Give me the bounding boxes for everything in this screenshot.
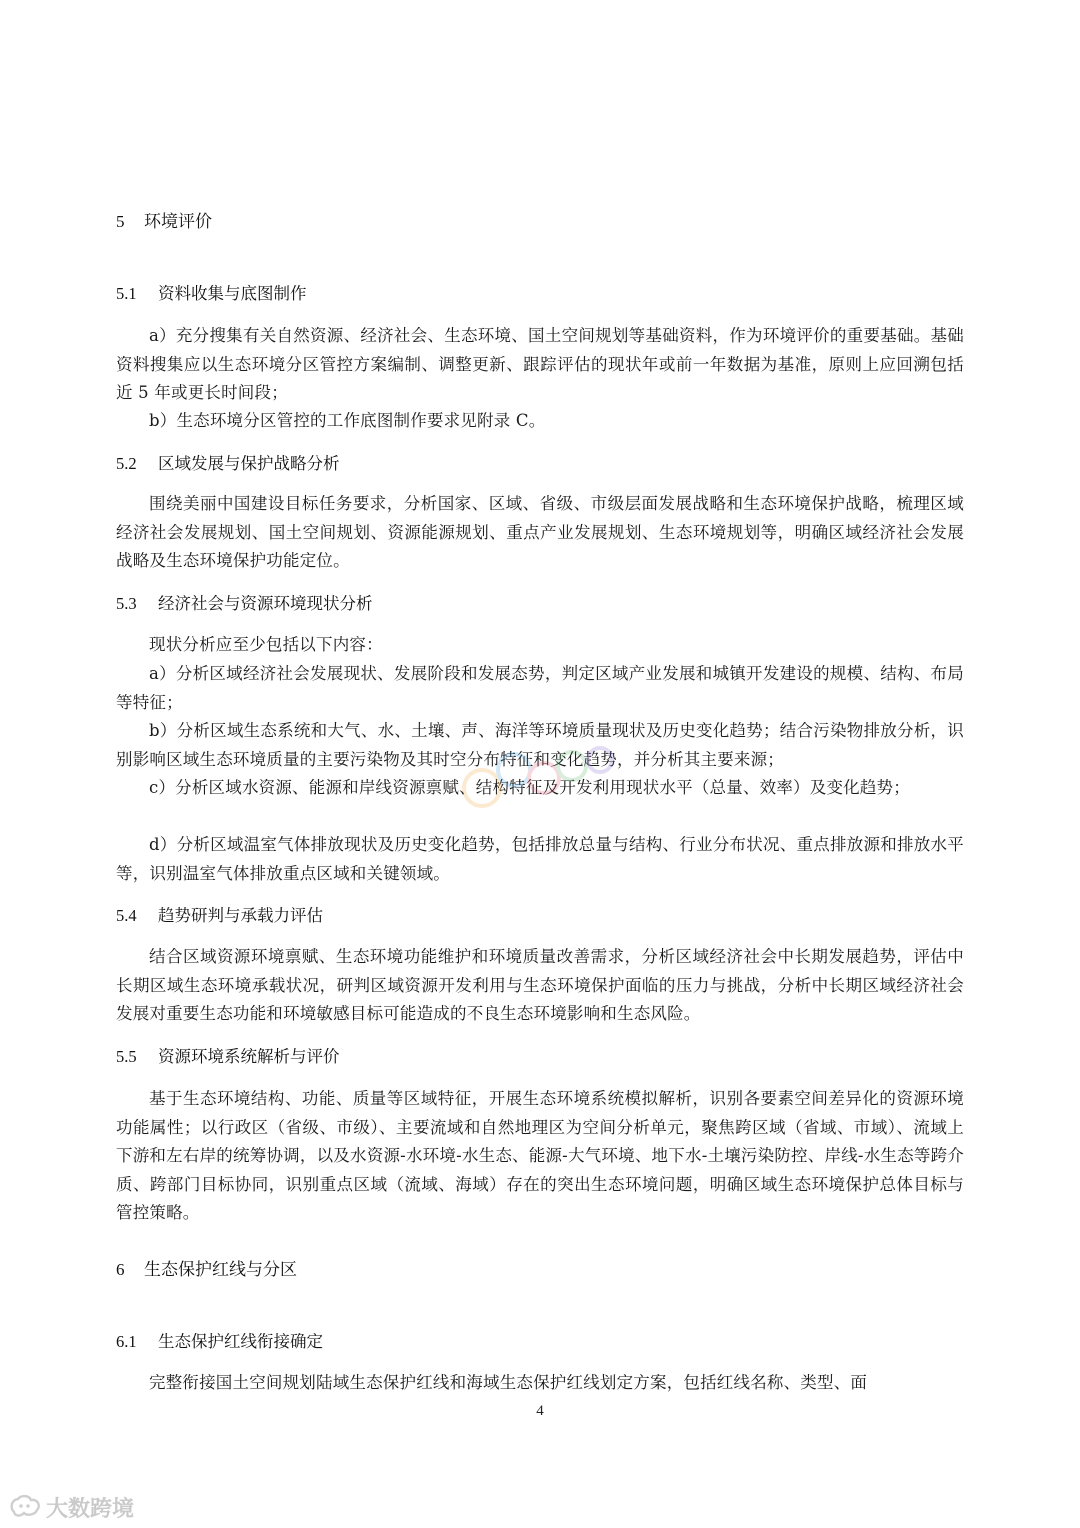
subsection-5-1-heading — [116, 282, 964, 306]
subsection-number: 5.5 — [116, 1047, 137, 1066]
brand-name: 大数跨境 — [46, 1496, 135, 1522]
section-number: 5 — [116, 212, 125, 231]
subsection-number: 5.1 — [116, 284, 137, 303]
paragraph-5-3-a: a）分析区域经济社会发展现状、发展阶段和发展态势，判定区域产业发展和城镇开发建设的规模、结构、布局等特征； — [116, 664, 964, 712]
subsection-5-3-heading — [116, 592, 964, 616]
subsection-title: 生态保护红线衔接确定 — [158, 1332, 323, 1351]
paragraph-5-2: 围绕美丽中国建设目标任务要求，分析国家、区域、省级、市级层面发展战略和生态环境保护战略，梳理区域经济社会发展规划、国土空间规划、资源能源规划、重点产业发展规划、生态环境规划等，明确区域经济社会发展战略及生态环境保护功能定位。 — [116, 494, 964, 570]
subsection-number: 5.2 — [116, 454, 137, 473]
section-5-heading — [116, 210, 964, 234]
paragraph-5-3-d: d）分析区域温室气体排放现状及历史变化趋势，包括排放总量与结构、行业分布状况、重点排放源和排放水平等，识别温室气体排放重点区域和关键领域。 — [116, 835, 964, 883]
subsection-5-5-heading — [116, 1045, 964, 1069]
page-number: 4 — [536, 1403, 544, 1419]
paragraph-5-4: 结合区域资源环境禀赋、生态环境功能维护和环境质量改善需求，分析区域经济社会中长期发展趋势，评估中长期区域生态环境承载状况，研判区域资源开发利用与生态环境保护面临的压力与挑战，分析中长期区域经济社会发展对重要生态功能和环境敏感目标可能造成的不良生态环境影响和生态风险。 — [116, 947, 964, 1023]
subsection-number: 5.4 — [116, 906, 137, 925]
footer-brand — [8, 1492, 134, 1522]
subsection-number: 6.1 — [116, 1332, 137, 1351]
subsection-title: 资料收集与底图制作 — [158, 284, 307, 303]
paragraph-6-1: 完整衔接国土空间规划陆域生态保护红线和海域生态保护红线划定方案，包括红线名称、类型、面 — [149, 1373, 868, 1392]
paragraph-5-3-b: b）分析区域生态系统和大气、水、土壤、声、海洋等环境质量现状及历史变化趋势；结合污染物排放分析，识别影响区域生态环境质量的主要污染物及其时空分布特征和变化趋势，并分析其主要来源； — [116, 721, 964, 769]
brand-logo-icon — [8, 1494, 42, 1520]
watermark-logo-icon — [452, 730, 632, 820]
subsection-title: 区域发展与保护战略分析 — [158, 454, 340, 473]
section-number: 6 — [116, 1260, 125, 1279]
subsection-5-2-heading — [116, 452, 964, 476]
subsection-title: 趋势研判与承载力评估 — [158, 906, 323, 925]
subsection-6-1-heading — [116, 1330, 964, 1354]
subsection-5-4-heading — [116, 904, 964, 928]
paragraph-5-3-c: c）分析区域水资源、能源和岸线资源禀赋、结构特征及开发利用现状水平（总量、效率）及变化趋势； — [149, 778, 910, 797]
paragraph-5-1-a: a）充分搜集有关自然资源、经济社会、生态环境、国土空间规划等基础资料，作为环境评价的重要基础。基础资料搜集应以生态环境分区管控方案编制、调整更新、跟踪评估的现状年或前一年数据为基准，原则上应回溯包括近 5 年或更长时间段； — [116, 326, 964, 402]
paragraph-5-1-b: b）生态环境分区管控的工作底图制作要求见附录 C。 — [149, 411, 546, 430]
paragraph-5-3-intro: 现状分析应至少包括以下内容： — [149, 635, 383, 654]
subsection-title: 经济社会与资源环境现状分析 — [158, 594, 373, 613]
paragraph-5-5: 基于生态环境结构、功能、质量等区域特征，开展生态环境系统模拟解析，识别各要素空间差异化的资源环境功能属性；以行政区（省级、市级）、主要流域和自然地理区为空间分析单元，聚焦跨区域（省域、市域）、流域上下游和左右岸的统筹协调，以及水资源-水环境-水生态、能源-大气环境、地下水-土壤污染防控、岸线-水生态等跨介质、跨部门目标协同，识别重点区域（流域、海域）存在的突出生态环境问题，明确区域生态环境保护总体目标与管控策略。 — [116, 1089, 964, 1222]
subsection-number: 5.3 — [116, 594, 137, 613]
section-title: 环境评价 — [144, 212, 212, 232]
section-title: 生态保护红线与分区 — [144, 1260, 297, 1280]
section-6-heading — [116, 1258, 964, 1282]
subsection-title: 资源环境系统解析与评价 — [158, 1047, 340, 1066]
